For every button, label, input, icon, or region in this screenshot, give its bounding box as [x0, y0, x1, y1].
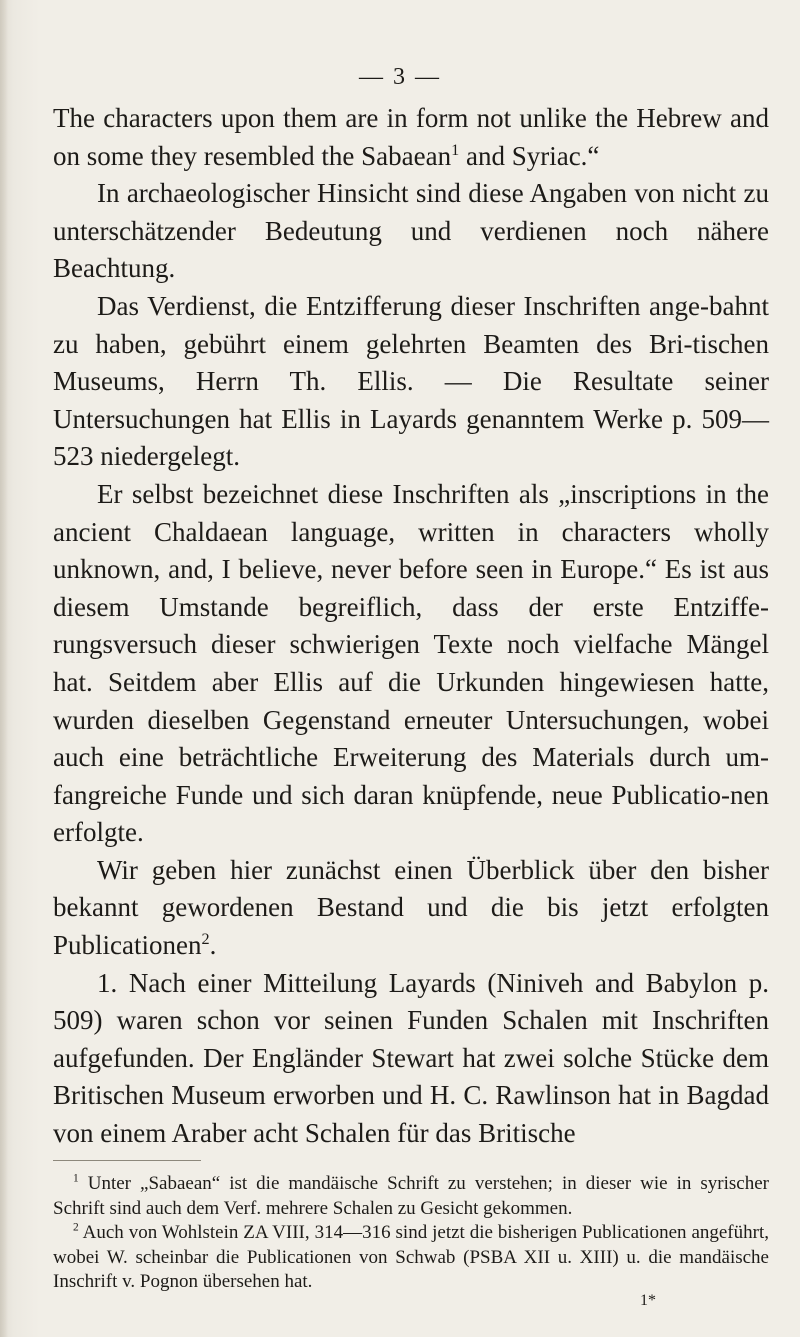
footnote-fn1: [53, 1172, 769, 1221]
text-run: and Syriac.“: [459, 140, 600, 171]
text-run: The characters upon them are in form not unlike the Hebrew and on some they resembled the Sabaean: [53, 103, 769, 171]
paragraph-p1: [53, 100, 769, 175]
footnote-divider: [53, 1160, 201, 1161]
text-run: Das Verdienst, die Entzifferung dieser Inschriften ange-bahnt zu haben, gebührt einem gelehrten Beamten des Bri-tischen Museums, Herrn Th. Ellis. — Die Resultate seiner Untersuchungen hat Ellis in Layards genanntem Werke p. 509—523 niedergelegt.: [53, 290, 769, 472]
paragraph-p5: [53, 852, 769, 965]
footnotes: [53, 1172, 769, 1295]
paragraph-p4: [53, 476, 769, 852]
binding-edge: [0, 0, 8, 1337]
footnote-marker: 1: [451, 140, 460, 159]
page-number: — 3 —: [359, 64, 441, 90]
paragraph-p6: [53, 965, 769, 1153]
text-run: In archaeologischer Hinsicht sind diese Angaben von nicht zu unterschätzender Bedeutung und verdienen noch nähere Beachtung.: [53, 178, 769, 284]
text-run: .: [209, 930, 217, 961]
text-run: 1. Nach einer Mitteilung Layards (Niniveh and Babylon p. 509) waren schon vor seinen Funden Schalen mit Inschriften aufgefunden. Der Engländer Stewart hat zwei solche Stücke dem Britischen Museum erworben und H. C. Rawlinson hat in Bagdad von einem Araber acht Schalen für das Britische: [53, 967, 769, 1149]
text-run: Unter „Sabaean“ ist die mandäische Schrift zu verstehen; in dieser wie in syrischer Schrift sind auch dem Verf. mehrere Schalen zu Gesicht gekommen.: [53, 1173, 769, 1219]
text-run: Wir geben hier zunächst einen Überblick über den bisher bekannt gewordenen Bestand und die bis jetzt erfolgten Publicationen: [53, 854, 769, 961]
footnote-marker: 2: [73, 1221, 79, 1234]
footnote-marker: 2: [201, 930, 210, 949]
paragraph-p2: [53, 175, 769, 288]
text-run: Er selbst bezeichnet diese Inschriften als „inscriptions in the ancient Chaldaean language, written in characters wholly unknown, and, I believe, never before seen in Europe.“ Es ist aus diesem Umstande begreiflich, dass der erste Entziffe-rungsversuch dieser schwierigen Texte noch vielfache Mängel hat. Seitdem aber Ellis auf die Urkunden hingewiesen hatte, wurden dieselben Gegenstand erneuter Untersuchungen, wobei auch eine beträchtliche Erweiterung des Materials durch um-fangreiche Funde und sich daran knüpfende, neue Publicatio-nen erfolgte.: [53, 478, 769, 848]
footnote-marker: 1: [73, 1172, 79, 1185]
paragraph-p3: [53, 288, 769, 476]
text-run: Auch von Wohlstein ZA VIII, 314—316 sind jetzt die bisherigen Publicationen angeführt, wobei W. scheinbar die Publicationen von Schwab (PSBA XII u. XIII) u. die mandäische Inschrift v. Pognon übersehen hat.: [53, 1222, 769, 1292]
footnote-fn2: [53, 1221, 769, 1295]
main-text: [53, 100, 769, 1153]
signature-mark: 1*: [640, 1292, 656, 1309]
